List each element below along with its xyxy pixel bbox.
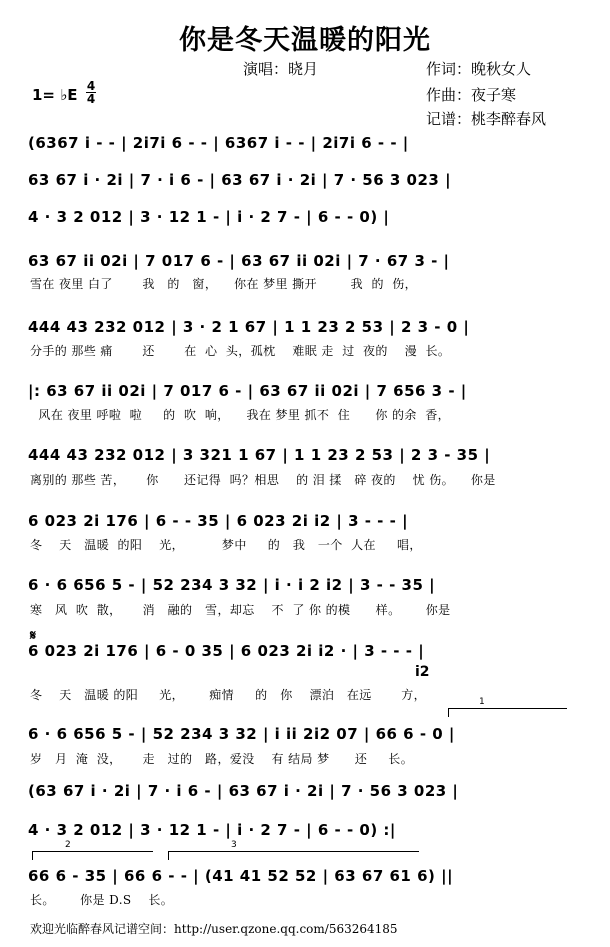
footer-credit: 欢迎光临醉春风记谱空间：http://user.qzone.qq.com/563264185: [30, 922, 398, 936]
volta-bracket-2: [32, 840, 153, 860]
notation: (6367 i - - | 2i7i 6 - - | 6367 i - - | 2i7i 6 - - |: [28, 134, 409, 152]
singer-credit: 演唱：晓月: [243, 60, 319, 78]
score-row-11: [28, 724, 580, 746]
score-row-12: [28, 781, 580, 803]
notation: 4 · 3 2 012 | 3 · 12 1 - | i · 2 7 - | 6 - - 0) |: [28, 208, 390, 226]
lyricist-credit: 作词：晚秋女人: [426, 60, 532, 78]
notation: 6 023 2i 176 | 6 - - 35 | 6 023 2i i2 | 3 - - - |: [28, 512, 409, 530]
lyrics-line-5: 冬 天 温暖 的阳 光， 梦中 的 我 一个 人在 唱，: [30, 538, 422, 552]
lyrics-line-7: 冬 天 温暖 的阳 光， 痴情 的 你 漂泊 在远 方，: [30, 688, 426, 702]
alternate-note: i2: [415, 664, 430, 680]
score-row-10: [28, 641, 580, 663]
score-row-4: [28, 251, 580, 273]
score-row-7: [28, 445, 580, 467]
notation: 63 67 ii 02i | 7 017 6 - | 63 67 ii 02i | 7 · 67 3 - |: [28, 252, 450, 270]
time-signature: [86, 80, 96, 105]
notation: 4 · 3 2 012 | 3 · 12 1 - | i · 2 7 - | 6 - - 0) :|: [28, 821, 396, 839]
notation: 66 6 - 35 | 66 6 - - | (41 41 52 52 | 63 67 61 6) ||: [28, 867, 454, 885]
volta-bracket-1: [448, 697, 567, 717]
score-row-6: [28, 381, 580, 403]
score-row-8: [28, 511, 580, 533]
notation: |: 63 67 ii 02i | 7 017 6 - | 63 67 ii 02i | 7 656 3 - |: [28, 382, 467, 400]
time-signature-bottom: 4: [86, 92, 96, 106]
notation: 63 67 i · 2i | 7 · i 6 - | 63 67 i · 2i | 7 · 56 3 023 |: [28, 171, 452, 189]
time-signature-top: 4: [86, 79, 96, 93]
volta-number: 1: [479, 697, 485, 707]
score-row-9: [28, 575, 580, 597]
song-title: 你是冬天温暖的阳光: [179, 25, 431, 56]
score-row-2: [28, 170, 580, 192]
transcriber-credit: 记谱：桃李醉春风: [426, 110, 547, 128]
score-row-14: [28, 866, 580, 888]
lyrics-line-3: 风在 夜里 呼啦 啦 的 吹 响， 我在 梦里 抓不 住 你 的余 香，: [30, 408, 451, 422]
score-row-5: [28, 317, 580, 339]
lyrics-line-4: 离别的 那些 苦， 你 还记得 吗？相思 的 泪 揉 碎 夜的 忧 伤。 你是: [30, 473, 496, 487]
notation: (63 67 i · 2i | 7 · i 6 - | 63 67 i · 2i | 7 · 56 3 023 |: [28, 782, 459, 800]
volta-number: 2: [65, 840, 71, 850]
score-row-3: [28, 207, 580, 229]
volta-number: 3: [231, 840, 237, 850]
score-row-13: [28, 820, 580, 842]
key-signature: 1= ♭E: [32, 86, 78, 104]
volta-bracket-3: [168, 840, 419, 860]
notation: 6 023 2i 176 | 6 - 0 35 | 6 023 2i i2 · | 3 - - - |: [28, 642, 425, 660]
lyrics-line-1: 雪在 夜里 白了 我 的 窗， 你在 梦里 撕开 我 的 伤，: [30, 277, 418, 291]
notation: 444 43 232 012 | 3 · 2 1 67 | 1 1 23 2 53 | 2 3 - 0 |: [28, 318, 470, 336]
notation: 444 43 232 012 | 3 321 1 67 | 1 1 23 2 53 | 2 3 - 35 |: [28, 446, 491, 464]
lyrics-line-6: 寒 风 吹 散， 消 融的 雪，却忘 不 了 你 的模 样。 你是: [30, 603, 451, 617]
segno-sign: 𝄋: [30, 628, 37, 644]
lyrics-line-8: 岁 月 淹 没， 走 过的 路，爱没 有 结局 梦 还 长。: [30, 752, 414, 766]
composer-credit: 作曲：夜子寒: [426, 86, 517, 104]
notation: 6 · 6 656 5 - | 52 234 3 32 | i ii 2i2 07 | 66 6 - 0 |: [28, 725, 455, 743]
lyrics-line-9: 长。 你是 D.S 长。: [30, 893, 174, 907]
notation: 6 · 6 656 5 - | 52 234 3 32 | i · i 2 i2 | 3 - - 35 |: [28, 576, 436, 594]
lyrics-line-2: 分手的 那些 痛 还 在 心 头，孤枕 难眠 走 过 夜的 漫 长。: [30, 344, 451, 358]
score-row-1: [28, 133, 580, 155]
